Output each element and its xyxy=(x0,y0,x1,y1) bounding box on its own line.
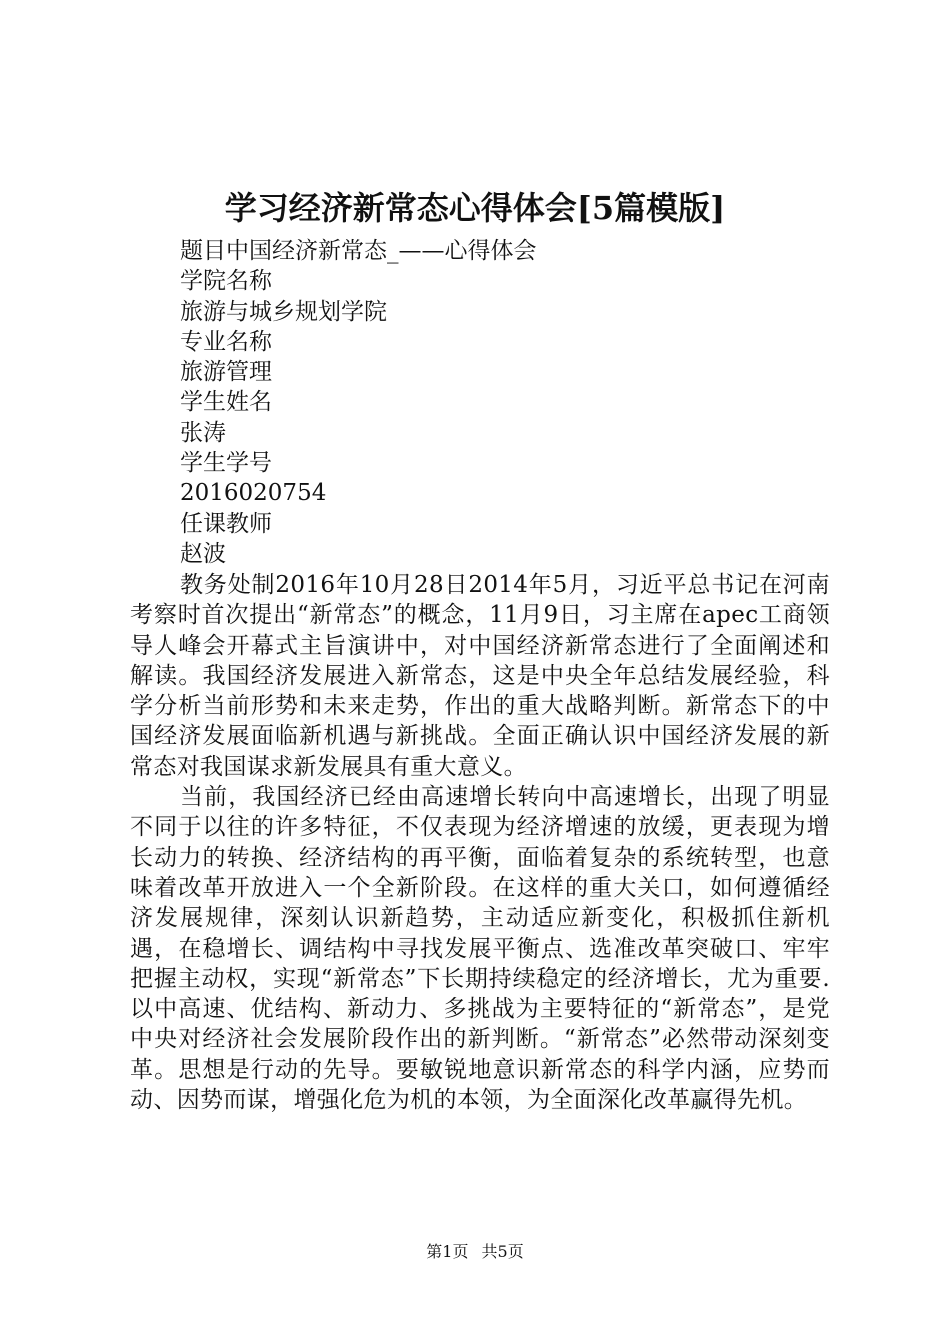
info-line-major-label: 专业名称 xyxy=(180,328,272,355)
page-number: 第1页 xyxy=(426,1242,469,1261)
body-text xyxy=(130,570,830,1115)
info-line-student-name: 张涛 xyxy=(180,419,226,446)
page-footer xyxy=(0,1242,950,1262)
info-line-college: 旅游与城乡规划学院 xyxy=(180,298,387,325)
info-line-teacher-label: 任课教师 xyxy=(180,510,272,537)
info-line-college-label: 学院名称 xyxy=(180,268,272,295)
paragraph: 当前，我国经济已经由高速增长转向中高速增长，出现了明显不同于以往的许多特征，不仅表现为经济增速的放缓，更表现为增长动力的转换、经济结构的再平衡，面临着复杂的系统转型，也意味着改革开放进入一个全新阶段。在这样的重大关口，如何遵循经济发展规律，深刻认识新趋势，主动适应新变化，积极抓住新机遇，在稳增长、调结构中寻找发展平衡点、选准改革突破口、牢牢把握主动权，实现“新常态”下长期持续稳定的经济增长，尤为重要.以中高速、优结构、新动力、多挑战为主要特征的“新常态”，是党中央对经济社会发展阶段作出的新判断。“新常态”必然带动深刻变革。思想是行动的先导。要敏锐地意识新常态的科学内涵，应势而动、因势而谋，增强化危为机的本领，为全面深化改革赢得先机。 xyxy=(130,784,830,1114)
info-line-teacher: 赵波 xyxy=(180,540,226,567)
info-line-student-id: 2016020754 xyxy=(180,480,327,507)
info-line-topic: 题目中国经济新常态_——心得体会 xyxy=(180,238,537,264)
page-total: 共5页 xyxy=(481,1242,524,1261)
info-list xyxy=(180,236,537,569)
info-line-major: 旅游管理 xyxy=(180,359,272,386)
info-line-student-name-label: 学生姓名 xyxy=(180,389,272,416)
document-title: 学习经济新常态心得体会[5篇模版] xyxy=(224,189,726,227)
info-line-student-id-label: 学生学号 xyxy=(180,450,272,477)
paragraph: 教务处制2016年10月28日2014年5月，习近平总书记在河南考察时首次提出“新常态”的概念，11月9日，习主席在apec工商领导人峰会开幕式主旨演讲中，对中国经济新常态进行了全面阐述和解读。我国经济发展进入新常态，这是中央全年总结发展经验，科学分析当前形势和未来走势，作出的重大战略判断。新常态下的中国经济发展面临新机遇与新挑战。全面正确认识中国经济发展的新常态对我国谋求新发展具有重大意义。 xyxy=(130,572,830,780)
